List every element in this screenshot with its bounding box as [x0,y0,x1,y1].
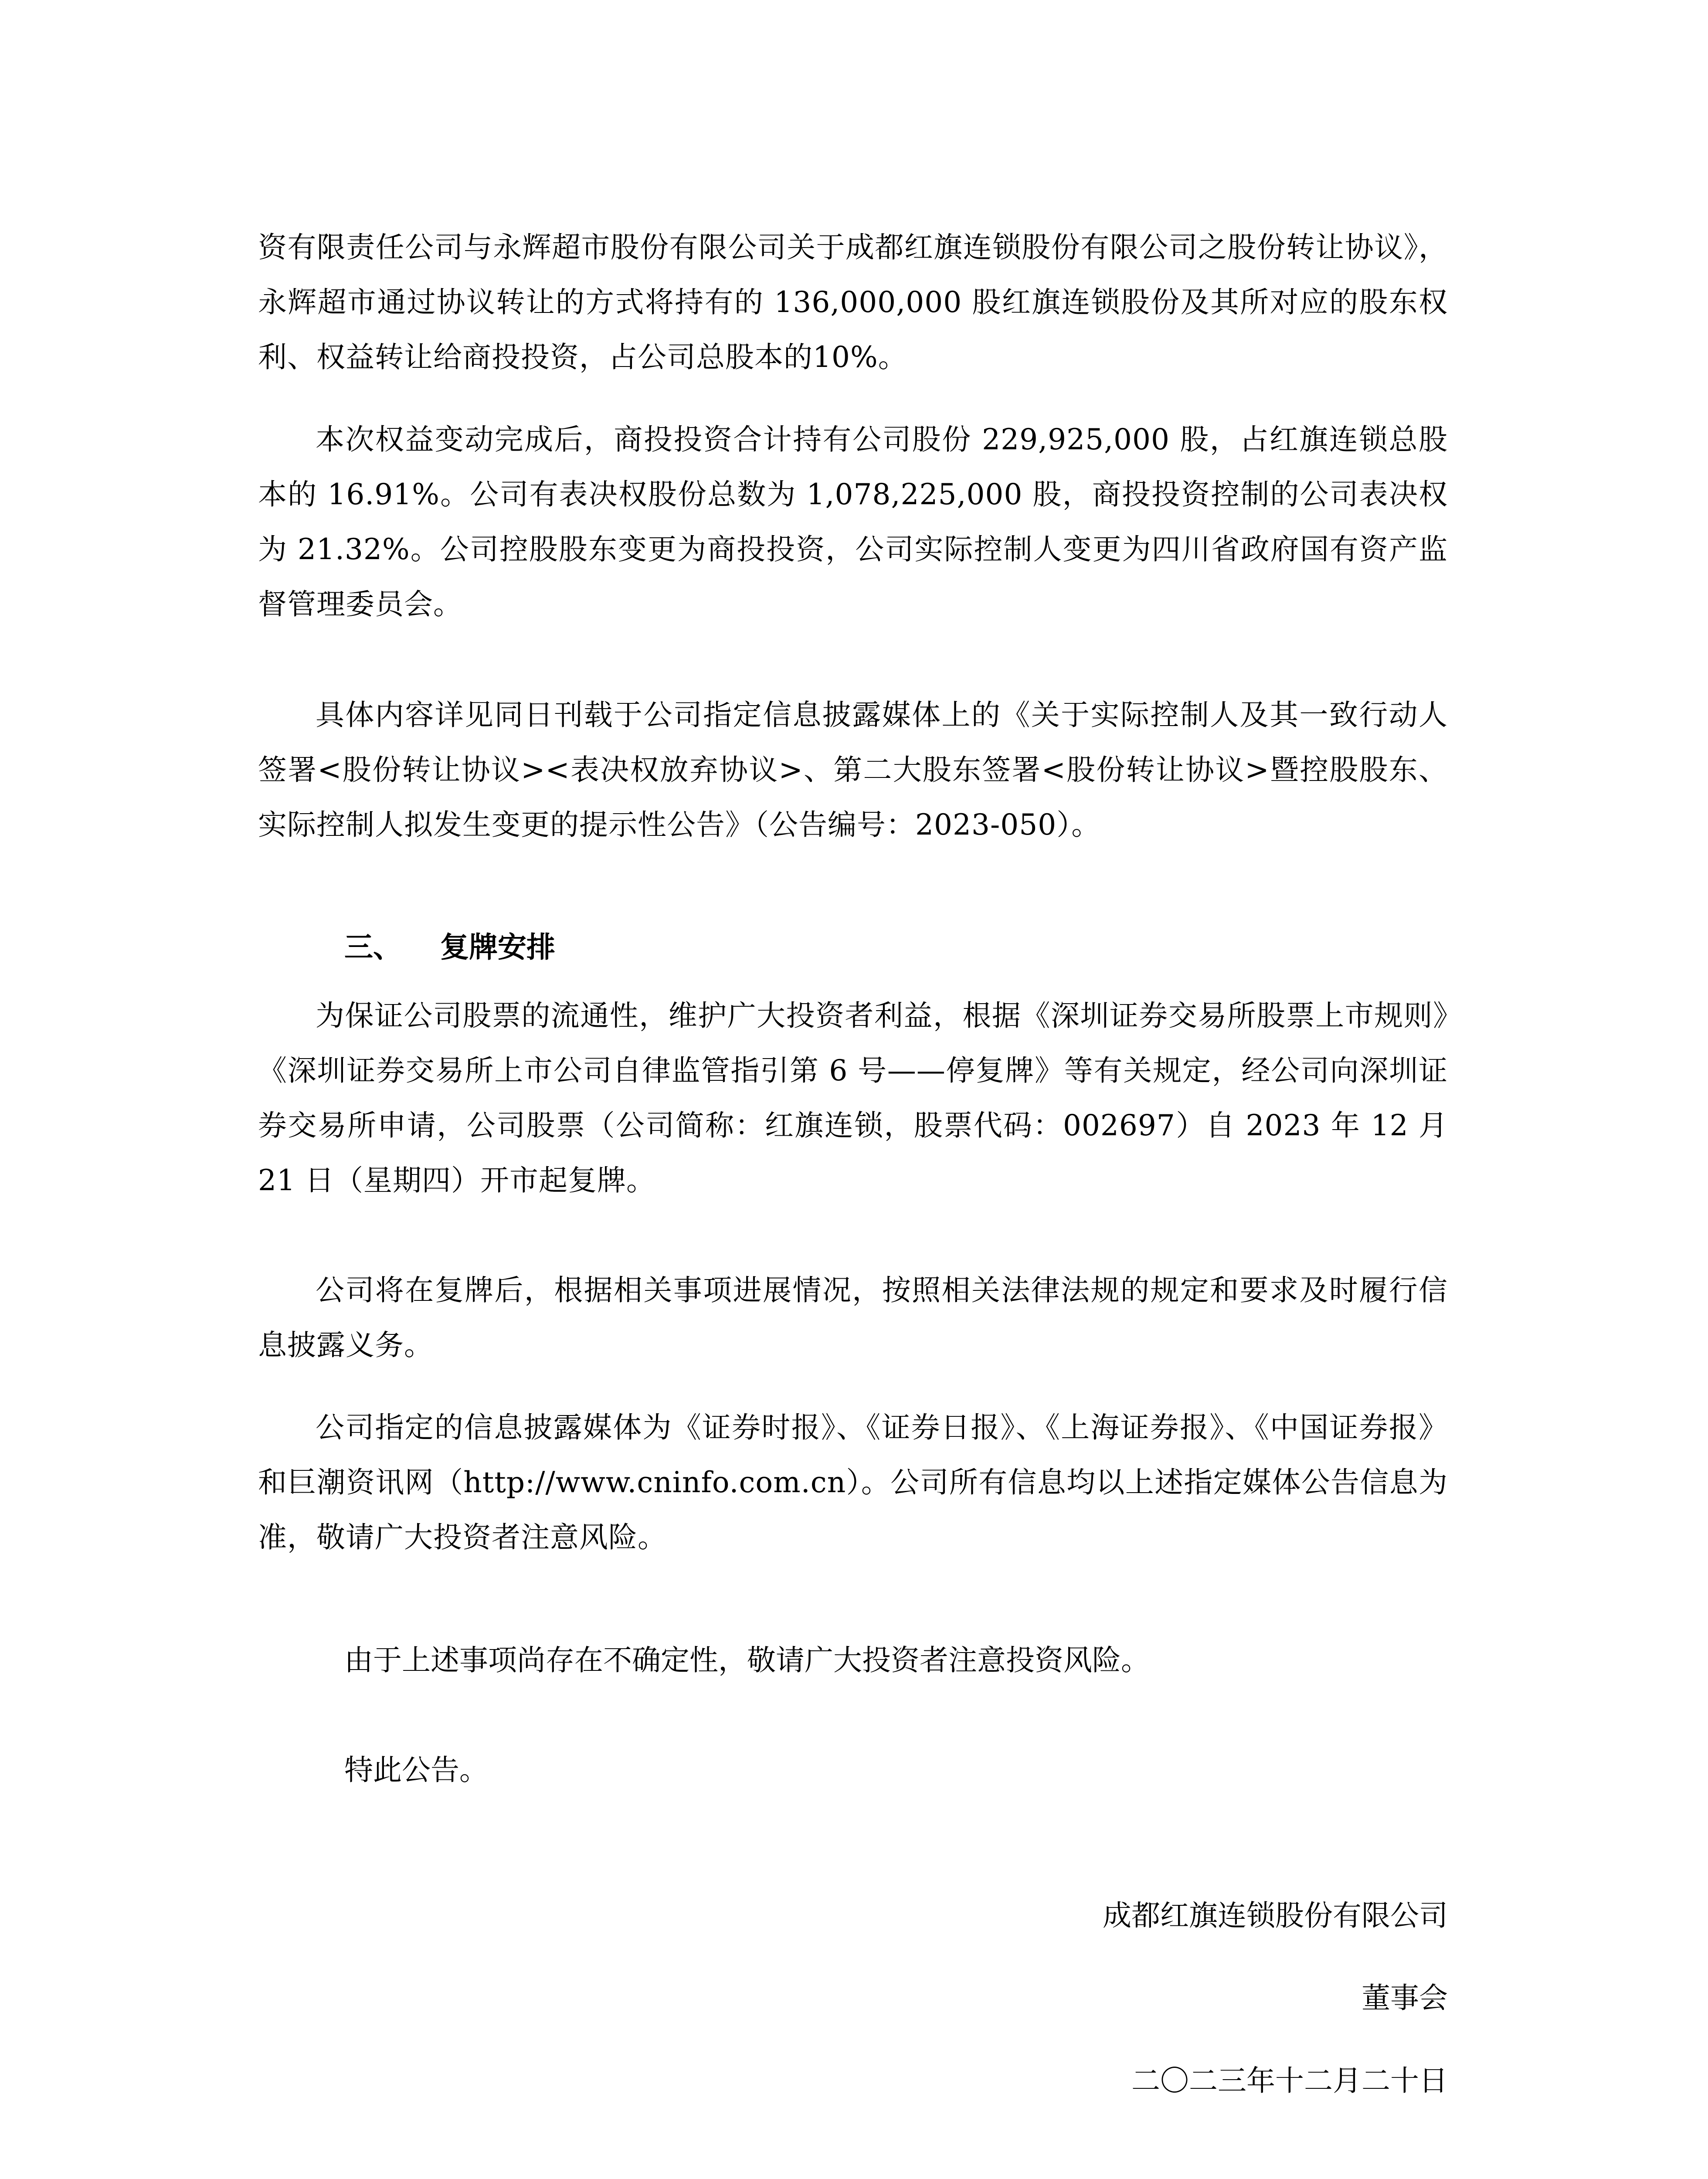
paragraph-resumption-arrangement: 为保证公司股票的流通性，维护广大投资者利益，根据《深圳证券交易所股票上市规则》《深圳证券交易所上市公司自律监管指引第 6 号——停复牌》等有关规定，经公司向深圳证券交易所申请，公司股票（公司简称：红旗连锁，股票代码：002697）自 2023 年 12 月 21 日（星期四）开市起复牌。 [258,999,1448,1197]
signature-company: 成都红旗连锁股份有限公司 [1103,1899,1448,1932]
paragraph-announcement-reference: 具体内容详见同日刊载于公司指定信息披露媒体上的《关于实际控制人及其一致行动人签署<股份转让协议><表决权放弃协议>、第二大股东签署<股份转让协议>暨控股股东、实际控制人拟发生变更的提示性公告》（公告编号：2023-050）。 [258,698,1448,842]
signature-date: 二〇二三年十二月二十日 [1131,2064,1448,2098]
paragraph-designated-media: 公司指定的信息披露媒体为《证券时报》、《证券日报》、《上海证券报》、《中国证券报》和巨潮资讯网（http://www.cninfo.com.cn）。公司所有信息均以上述指定媒体公告信息为准，敬请广大投资者注意风险。 [258,1411,1448,1554]
paragraph-risk-warning: 由于上述事项尚存在不确定性，敬请广大投资者注意投资风险。 [344,1643,1150,1677]
paragraph-share-transfer-agreement: 资有限责任公司与永辉超市股份有限公司关于成都红旗连锁股份有限公司之股份转让协议》，永辉超市通过协议转让的方式将持有的 136,000,000 股红旗连锁股份及其所对应的股东权利、权益转让给商投投资，占公司总股本的10%。 [258,231,1448,374]
section-heading-resumption [344,920,555,974]
paragraph-equity-change: 本次权益变动完成后，商投投资合计持有公司股份 229,925,000 股，占红旗连锁总股本的 16.91%。公司有表决权股份总数为 1,078,225,000 股，商投投资控制的公司表决权为 21.32%。公司控股股东变更为商投投资，公司实际控制人变更为四川省政府国有资产监督管理委员会。 [258,423,1448,621]
section-title: 复牌安排 [440,930,555,964]
paragraph-closing: 特此公告。 [344,1753,488,1787]
paragraph-disclosure-obligation: 公司将在复牌后，根据相关事项进展情况，按照相关法律法规的规定和要求及时履行信息披露义务。 [258,1273,1448,1362]
signature-board: 董事会 [1362,1981,1448,2015]
section-number: 三、 [344,930,402,964]
